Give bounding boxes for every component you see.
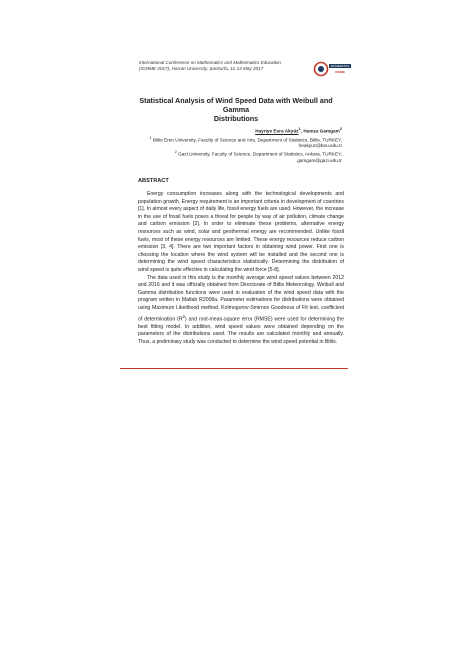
author-2: Hamza Gamgam: [303, 128, 340, 134]
conference-logo: [313, 60, 353, 78]
paper-title: [130, 96, 342, 123]
email-1[interactable]: heakyuz@beu.edu.tr: [298, 143, 342, 149]
affiliation-1: [130, 135, 342, 144]
logo-core: [318, 66, 324, 72]
title-line-2: Distributions: [213, 114, 259, 123]
affiliation-2: [130, 149, 342, 158]
author-names: [130, 126, 342, 135]
logo-text-top: MATHEMATICS: [330, 65, 350, 68]
abstract-paragraph-2: [138, 275, 344, 347]
author-block: [130, 126, 342, 164]
affiliation-2-sup: 2: [174, 149, 177, 155]
conference-line-1: International Conference on Mathematics and Mathematics Education: [139, 60, 281, 65]
author-separator: ,: [300, 128, 304, 134]
author-1-sup: 1: [298, 126, 301, 131]
abstract-heading: ABSTRACT: [138, 178, 169, 184]
title-line-1: Statistical Analysis of Wind Speed Data with Weibull and Gamma: [139, 96, 333, 114]
author-1: Hayriye Esra Akyüz: [255, 128, 299, 134]
abstract-body: [138, 191, 344, 347]
conference-info: [139, 60, 309, 72]
affiliation-1-sup: 1: [149, 134, 152, 140]
logo-text-bottom: ICMME: [335, 70, 345, 74]
abstract-paragraph-2-b: ) and root-mean-square error (RMSE) were used for determining the best fitting model. In addition, wind speed values were obtained depending on the parameters of the distributions used. The results are calculated monthly and annually. Thus, a preliminary study was conducted to determine the wind speed potential in Bitlis.: [138, 316, 344, 345]
r-squared-sup: 2: [182, 313, 185, 319]
bottom-rule: [120, 368, 348, 369]
email-2[interactable]: gamgam@gazi.edu.tr: [297, 157, 342, 163]
abstract-paragraph-1: Energy consumption increases along with the technological developments and population growth. Energy requirement is an important criteria in development of countries [1]. In almost every aspect of daily life, fossil energy fuels are used. However, the increase in the use of fossil fuels poses a threat for people by way of air pollution, climate change and carbon emission [2]. In order to eliminate these problems, alternative energy resources such as wind, solar and geothermal energy are recommended. Unlike fossil fuels, most of these energy resources are limited. These energy resources reduce carbon emission [3, 4]. There are two important factors in obtaining wind power. First one is choosing the location where the wind system will be installed and the second one is determining the wind speed characteristics statistically. Determining the distribution of wind speed is quite effective in calculating the wind force [5-8].: [138, 191, 344, 273]
abstract-paragraph-2-a: The data used in this study is the monthly average wind speed values between 2012 and 2016 and it was officially obtained from Directorate of Bitlis Meteorology. Weibull and Gamma distribution functions were used in evaluation of the wind speed data with the program written in Matlab R2009a. Parameter estimations for distributions were obtained using Maximum Likelihood method. Kolmogorov-Smirnov Goodness of Fit test, coefficient of determination (R: [138, 274, 344, 323]
author-2-sup: 2: [339, 126, 342, 131]
affiliation-2-text: Gazi University, Faculty of Science, Department of Statistics, Ankara, TURKEY,: [176, 151, 342, 157]
conference-line-2: (ICMME-2017), Harran University, Şanlıurfa, 11-13 May 2017: [139, 66, 264, 72]
affiliation-1-text: Bitlis Eren University, Faculty of Science and Arts, Department of Statistics, Bitlis, TURKEY,: [151, 137, 342, 143]
